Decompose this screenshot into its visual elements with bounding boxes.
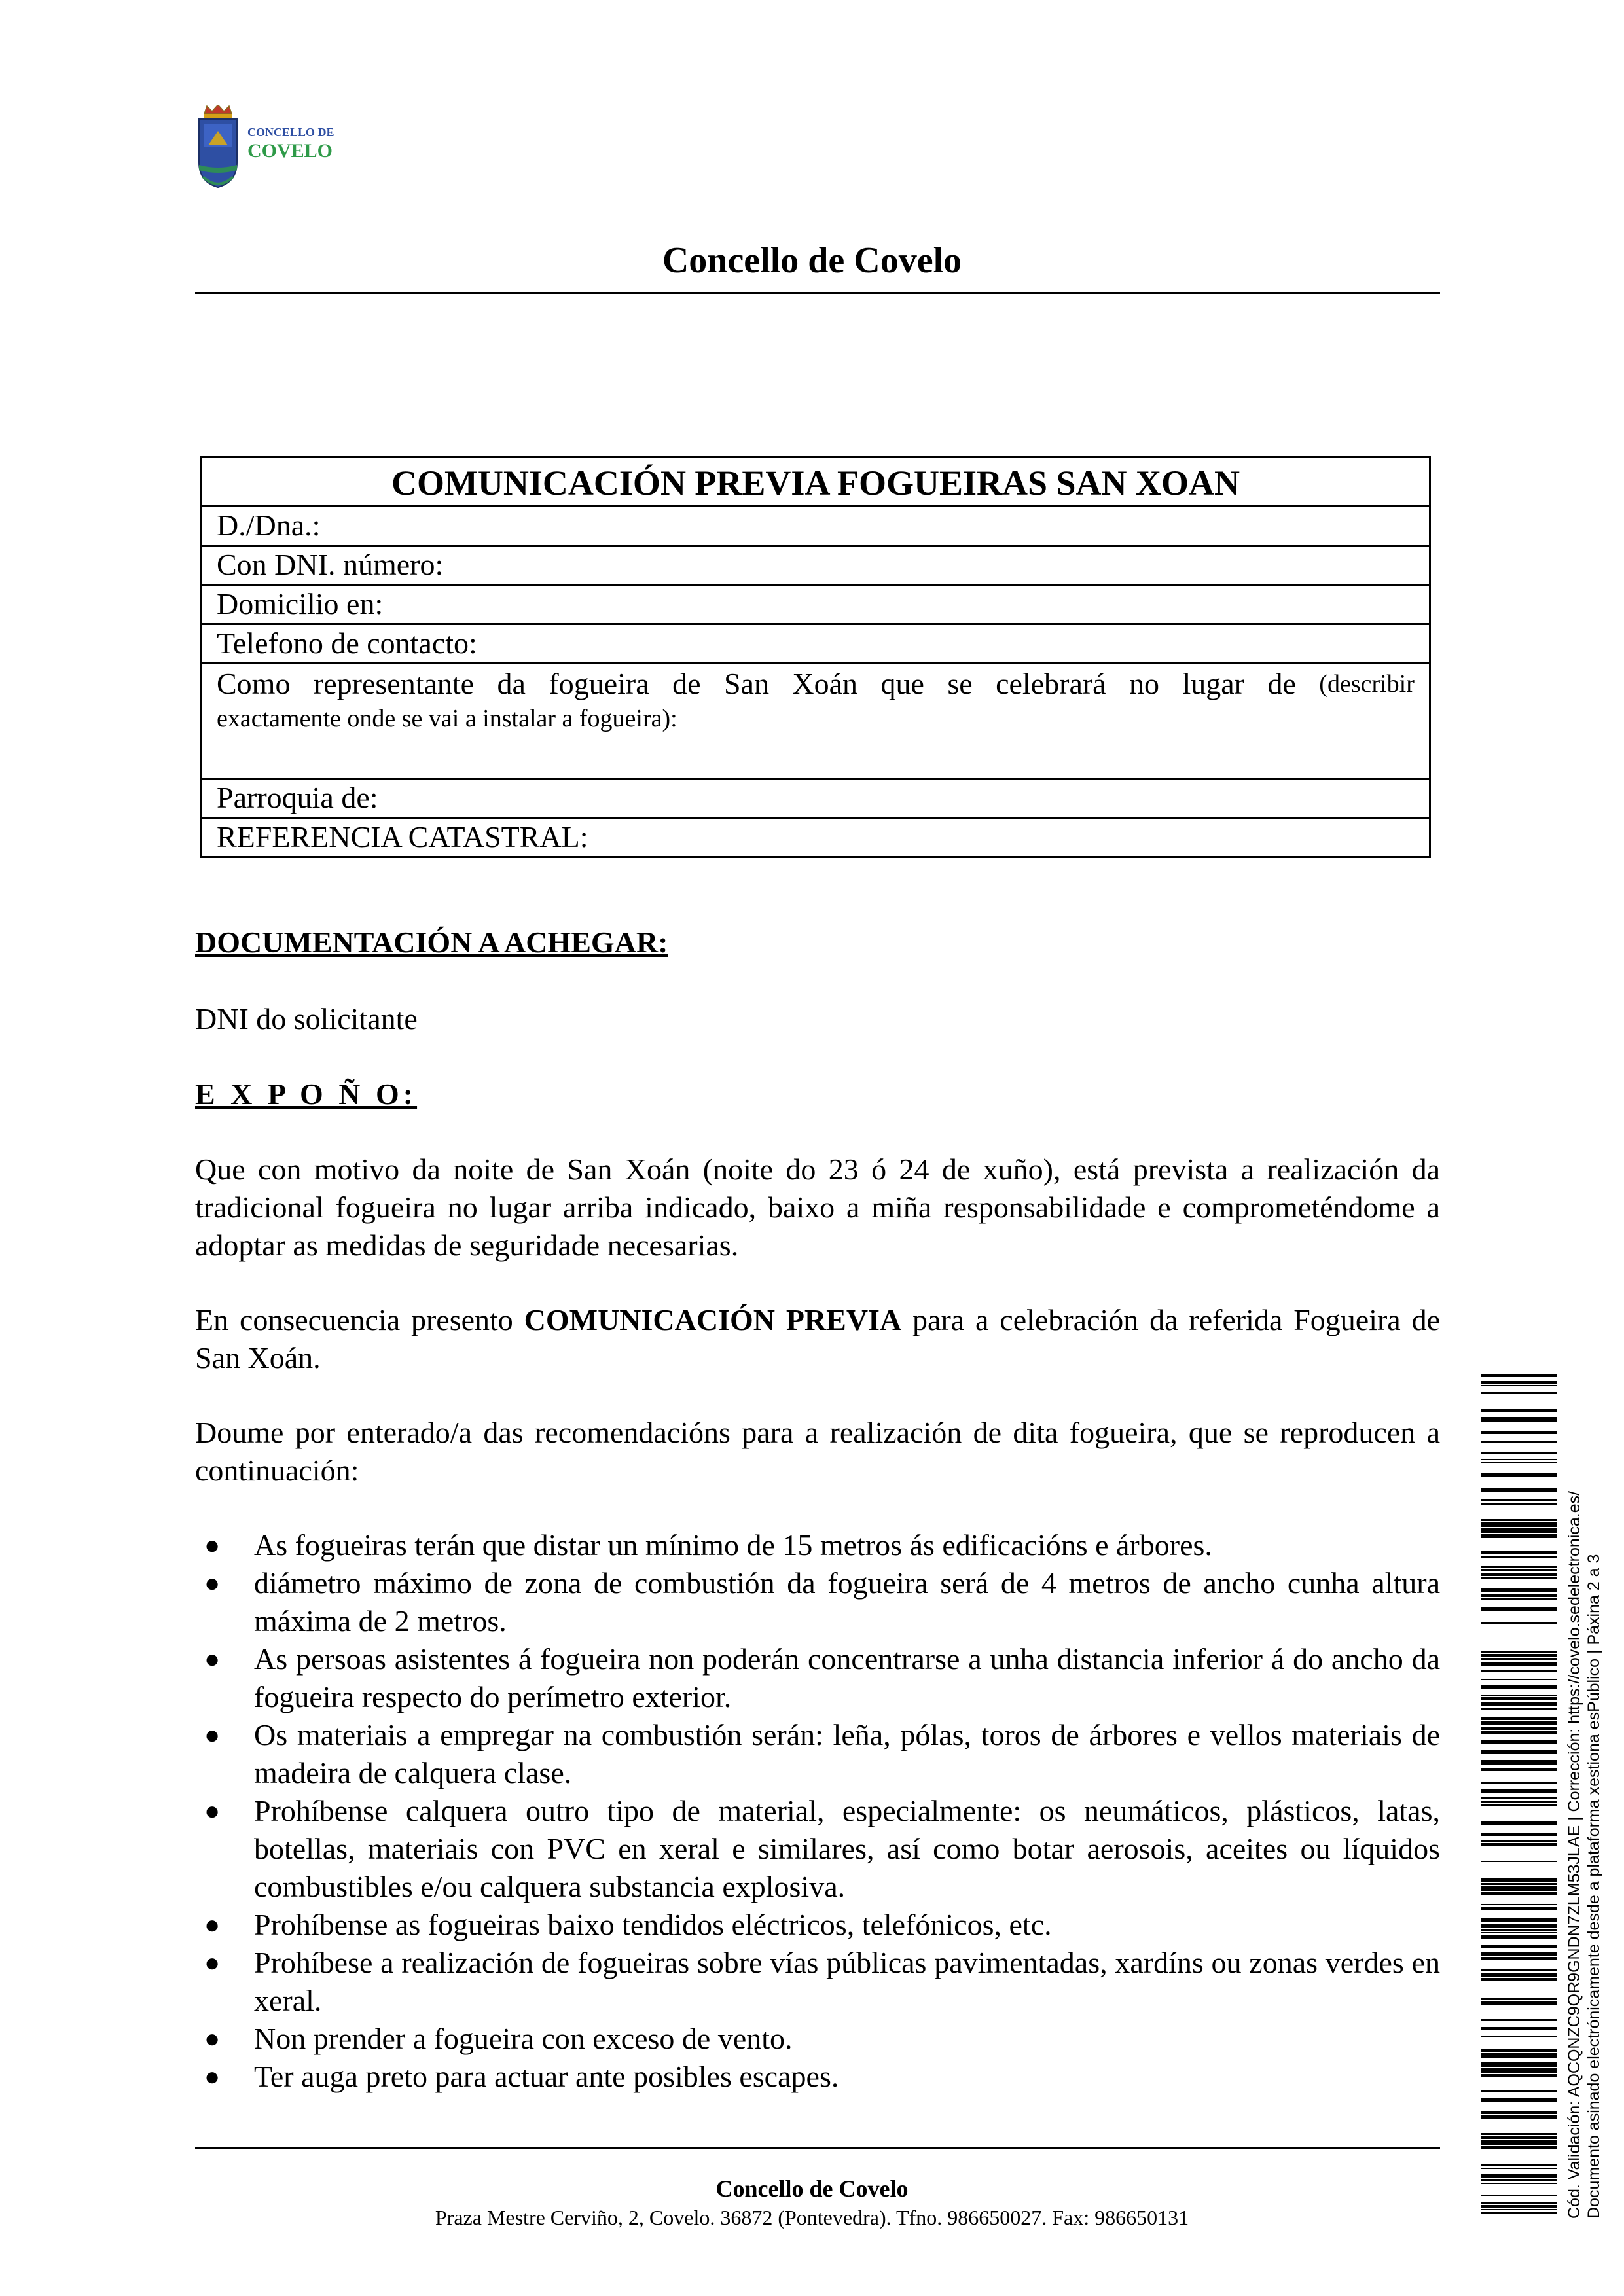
- barcode-bar: [1481, 1654, 1557, 1657]
- barcode-bar: [1481, 1522, 1557, 1527]
- barcode-bar: [1481, 1861, 1557, 1862]
- barcode-bar: [1481, 1782, 1557, 1784]
- barcode-bar: [1481, 1670, 1557, 1672]
- barcode-bar: [1481, 2136, 1557, 2139]
- barcode-bar: [1481, 2146, 1557, 2149]
- field-dni-label: Con DNI. número:: [217, 548, 444, 581]
- barcode-bar: [1481, 1878, 1557, 1882]
- barcode-bar: [1481, 2133, 1557, 2135]
- barcode-bar: [1481, 1459, 1557, 1460]
- barcode-bar: [1481, 1904, 1557, 1905]
- field-address[interactable]: [202, 584, 1429, 623]
- list-item: ● Prohíbense calquera outro tipo de material, especialmente: os neumáticos, plásticos, latas, botellas, materiais con PVC en xeral e similares, así como botar aerosois, aceites ou líquidos combustibles e/ou calquera substancia explosiva.: [195, 1792, 1440, 1906]
- list-item: ● Ter auga preto para actuar ante posibles escapes.: [195, 2058, 1440, 2096]
- barcode-bar: [1481, 1679, 1557, 1680]
- barcode-bar: [1481, 1551, 1557, 1554]
- barcode-bar: [1481, 1924, 1557, 1928]
- barcode-bar: [1481, 1381, 1557, 1384]
- field-address-label: Domicilio en:: [217, 587, 384, 620]
- header-divider: [195, 292, 1440, 294]
- list-item: ● As fogueiras terán que distar un mínimo de 15 metros ás edificacións e árbores.: [195, 1526, 1440, 1564]
- barcode-bar: [1481, 1760, 1557, 1765]
- barcode-bar: [1481, 1789, 1557, 1793]
- barcode-bar: [1481, 2062, 1557, 2067]
- barcode-bar: [1481, 1528, 1557, 1533]
- barcode-bar: [1481, 1929, 1557, 1931]
- barcode-bar: [1481, 2205, 1557, 2208]
- field-cadastral[interactable]: [202, 817, 1429, 856]
- footer-divider: [195, 2147, 1440, 2149]
- barcode-bar: [1481, 1392, 1557, 1394]
- barcode-bar: [1481, 1452, 1557, 1454]
- barcode-bar: [1481, 2053, 1557, 2058]
- barcode-bar: [1481, 1708, 1557, 1710]
- recommendations-list: [195, 1526, 1440, 2096]
- logo-text-line1: CONCELLO DE: [247, 126, 334, 139]
- list-item: ● As persoas asistentes á fogueira non poderán concentrarse a unha distancia inferior á do ancho da fogueira respecto do perímetro exterior.: [195, 1640, 1440, 1716]
- bullet-icon: ●: [204, 2062, 221, 2091]
- barcode-bar: [1481, 1935, 1557, 1939]
- barcode-bar: [1481, 1998, 1557, 2000]
- barcode-bar: [1481, 2090, 1557, 2092]
- barcode-bar: [1481, 1731, 1557, 1734]
- barcode-bar: [1481, 1721, 1557, 1725]
- documentation-item: DNI do solicitante: [195, 1002, 418, 1035]
- bullet-icon: ●: [204, 1796, 221, 1825]
- barcode-bar: [1481, 1658, 1557, 1660]
- expono-paragraph-1: Que con motivo da noite de San Xoán (noite do 23 ó 24 de xuño), está prevista a realización da tradicional fogueira no lugar arriba indicado, baixo a miña responsabilidade e comprometéndome a adoptar as medidas de seguridade necesarias.: [195, 1153, 1440, 1262]
- validation-barcode: [1481, 1374, 1557, 2219]
- documentation-heading: DOCUMENTACIÓN A ACHEGAR:: [195, 925, 668, 959]
- barcode-bar: [1481, 1417, 1557, 1422]
- field-location-label: Como representante da fogueira de San Xoán que se celebrará no lugar de (describir: [217, 667, 1415, 700]
- barcode-bar: [1481, 1622, 1557, 1624]
- barcode-bar: [1481, 2209, 1557, 2210]
- field-dni[interactable]: [202, 545, 1429, 584]
- field-phone-label: Telefono de contacto:: [217, 626, 477, 660]
- barcode-bar: [1481, 1843, 1557, 1846]
- bullet-icon: ●: [204, 1568, 221, 1598]
- validation-line-2: Documento asinado electrónicamente desde a plataforma xestiona esPúblico | Páxina 2 a 3: [1585, 1554, 1603, 2219]
- barcode-bar: [1481, 1662, 1557, 1666]
- bullet-icon: ●: [204, 2024, 221, 2053]
- barcode-bar: [1481, 1499, 1557, 1501]
- barcode-bar: [1481, 2183, 1557, 2184]
- bullet-icon: ●: [204, 1644, 221, 1674]
- list-item: ● Prohíbese a realización de fogueiras sobre vías públicas pavimentadas, xardíns ou zonas verdes en xeral.: [195, 1944, 1440, 2020]
- barcode-bar: [1481, 1717, 1557, 1720]
- barcode-bar: [1481, 1441, 1557, 1443]
- barcode-bar: [1481, 1566, 1557, 1568]
- validation-line-1: Cód. Validación: AQCQNZC9QR9GNDN7ZLM53JLAE | Corrección: https://covelo.sedelectronica.es/: [1565, 1490, 1583, 2219]
- barcode-bar: [1481, 1374, 1557, 1377]
- barcode-bar: [1481, 1957, 1557, 1960]
- barcode-bar: [1481, 2001, 1557, 2005]
- barcode-bar: [1481, 1918, 1557, 1922]
- prior-communication-emphasis: COMUNICACIÓN PREVIA: [524, 1303, 902, 1336]
- barcode-bar: [1481, 2019, 1557, 2021]
- barcode-bar: [1481, 1727, 1557, 1730]
- barcode-bar: [1481, 1385, 1557, 1386]
- footer-address: Praza Mestre Cerviño, 2, Covelo. 36872 (Pontevedra). Tfno. 986650027. Fax: 986650131: [435, 2206, 1189, 2229]
- barcode-bar: [1481, 1594, 1557, 1597]
- logo-text-line2: COVELO: [247, 140, 333, 162]
- list-item: ● Prohíbense as fogueiras baixo tendidos eléctricos, telefónicos, etc.: [195, 1906, 1440, 1944]
- expono-heading: E X P O Ñ O:: [195, 1077, 418, 1111]
- bullet-icon: ●: [204, 1530, 221, 1560]
- form-title: COMUNICACIÓN PREVIA FOGUEIRAS SAN XOAN: [391, 463, 1240, 503]
- barcode-bar: [1481, 1534, 1557, 1538]
- barcode-bar: [1481, 1840, 1557, 1842]
- barcode-bar: [1481, 1768, 1557, 1771]
- barcode-bar: [1481, 1969, 1557, 1971]
- barcode-bar: [1481, 2098, 1557, 2102]
- barcode-bar: [1481, 1588, 1557, 1592]
- barcode-bar: [1481, 2179, 1557, 2181]
- barcode-bar: [1481, 1409, 1557, 1412]
- bullet-icon: ●: [204, 1948, 221, 1977]
- coat-of-arms-icon: [195, 105, 352, 196]
- barcode-bar: [1481, 2027, 1557, 2030]
- bullet-icon: ●: [204, 1910, 221, 1939]
- field-location[interactable]: [202, 662, 1429, 778]
- barcode-bar: [1481, 2036, 1557, 2037]
- barcode-bar: [1481, 2049, 1557, 2052]
- barcode-bar: [1481, 1462, 1557, 1463]
- barcode-bar: [1481, 1801, 1557, 1803]
- field-parish-label: Parroquia de:: [217, 781, 378, 814]
- barcode-bar: [1481, 1573, 1557, 1576]
- barcode-bar: [1481, 2068, 1557, 2073]
- barcode-bar: [1481, 1685, 1557, 1689]
- barcode-bar: [1481, 1973, 1557, 1977]
- barcode-bar: [1481, 2202, 1557, 2204]
- barcode-bar: [1481, 1932, 1557, 1933]
- barcode-bar: [1481, 1833, 1557, 1836]
- barcode-bar: [1481, 2074, 1557, 2077]
- field-parish[interactable]: [202, 778, 1429, 817]
- barcode-bar: [1481, 2164, 1557, 2166]
- bullet-icon: ●: [204, 1720, 221, 1749]
- barcode-bar: [1481, 2168, 1557, 2169]
- expono-paragraph-2: En consecuencia presento COMUNICACIÓN PREVIA para a celebración da referida Fogueira de San Xoán.: [195, 1303, 1440, 1374]
- barcode-bar: [1481, 1740, 1557, 1744]
- field-location-hint: exactamente onde se vai a instalar a fogueira):: [217, 705, 677, 732]
- barcode-bar: [1481, 1488, 1557, 1492]
- barcode-bar: [1481, 1892, 1557, 1895]
- barcode-bar: [1481, 1607, 1557, 1611]
- barcode-bar: [1481, 1945, 1557, 1948]
- barcode-bar: [1481, 1503, 1557, 1505]
- field-name-label: D./Dna.:: [217, 509, 321, 542]
- barcode-bar: [1481, 1978, 1557, 1981]
- communication-form: [200, 456, 1431, 858]
- barcode-bar: [1481, 1651, 1557, 1653]
- barcode-bar: [1481, 1952, 1557, 1956]
- field-phone[interactable]: [202, 623, 1429, 662]
- barcode-bar: [1481, 1431, 1557, 1434]
- barcode-bar: [1481, 1556, 1557, 1558]
- barcode-bar: [1481, 1695, 1557, 1696]
- barcode-bar: [1481, 2174, 1557, 2178]
- barcode-bar: [1481, 1883, 1557, 1885]
- barcode-bar: [1481, 1886, 1557, 1891]
- barcode-bar: [1481, 1519, 1557, 1521]
- barcode-bar: [1481, 2111, 1557, 2114]
- barcode-bar: [1481, 1598, 1557, 1600]
- list-item: ● Os materiais a empregar na combustión serán: leña, pólas, toros de árbores e vellos materiais de madeira de calquera clase.: [195, 1716, 1440, 1792]
- barcode-bar: [1481, 1797, 1557, 1799]
- barcode-bar: [1481, 2195, 1557, 2196]
- barcode-bar: [1481, 2140, 1557, 2145]
- barcode-bar: [1481, 1577, 1557, 1579]
- barcode-bar: [1481, 2115, 1557, 2119]
- header-title: Concello de Covelo: [662, 240, 962, 281]
- barcode-bar: [1481, 1697, 1557, 1700]
- barcode-bar: [1481, 2212, 1557, 2214]
- list-item: ● Non prender a fogueira con exceso de vento.: [195, 2020, 1440, 2058]
- field-cadastral-label: REFERENCIA CATASTRAL:: [217, 820, 588, 853]
- municipal-logo: [195, 105, 352, 196]
- validation-text: [1564, 1374, 1604, 2219]
- barcode-bar: [1481, 1907, 1557, 1910]
- barcode-bar: [1481, 1473, 1557, 1477]
- barcode-bar: [1481, 1821, 1557, 1825]
- field-name[interactable]: [202, 505, 1429, 545]
- barcode-bar: [1481, 1750, 1557, 1754]
- footer-title: Concello de Covelo: [715, 2176, 909, 2202]
- expono-paragraph-3: Doume por enterado/a das recomendacións para a realización de dita fogueira, que se reproducen a continuación:: [195, 1416, 1440, 1487]
- barcode-bar: [1481, 1569, 1557, 1571]
- barcode-bar: [1481, 1702, 1557, 1706]
- barcode-bar: [1481, 1804, 1557, 1806]
- list-item: ● diámetro máximo de zona de combustión da fogueira será de 4 metros de ancho cunha altura máxima de 2 metros.: [195, 1564, 1440, 1640]
